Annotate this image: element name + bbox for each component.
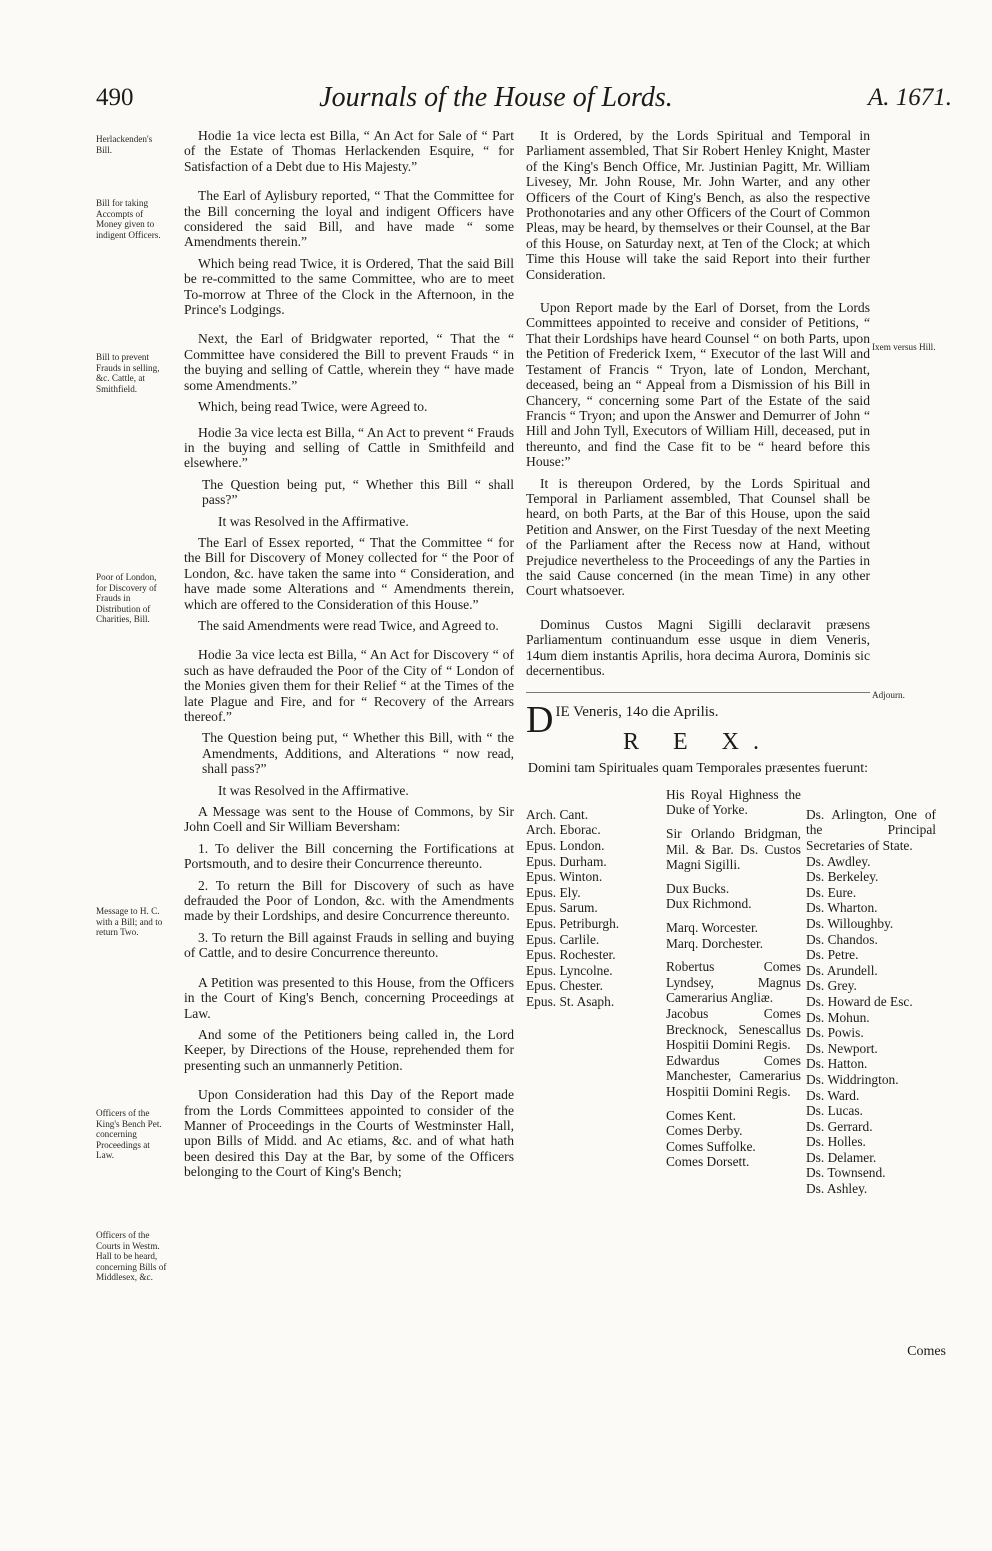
paragraph: The said Amendments were read Twice, and Agreed to. — [198, 617, 499, 633]
page-year: A. 1671. — [867, 84, 952, 111]
day-heading-text: IE Veneris, 14o die Aprilis. — [555, 704, 719, 721]
paragraph: The Earl of Aylisbury reported, “ That the Committee for the Bill concerning the loyal and indigent Officers have considered the said Bill, and have made “ some Amendments therein.” — [184, 188, 514, 250]
paragraph: Next, the Earl of Bridgwater reported, “ That the “ Committee have considered the Bill to prevent Frauds “ in the buying and selling of Cattle, wherein they “ have made some Amendments.” — [184, 331, 514, 393]
attendee: Comes Kent. — [666, 1107, 736, 1123]
attendee: Ds. Chandos. — [806, 931, 878, 947]
margin-note: Officers of the Courts in Westm. Hall to be heard, concerning Bills of Middlesex, &c. — [96, 1230, 167, 1283]
attendee: Epus. Carlile. — [526, 931, 600, 947]
attendee: Ds. Berkeley. — [806, 869, 879, 885]
margin-note: Bill to prevent Frauds in selling, &c. Cattle, at Smithfield. — [96, 352, 160, 394]
paragraph: It is thereupon Ordered, by the Lords Spiritual and Temporal in Parliament assembled, That Counsel shall be heard, on both Parts, at the Bar of this House, upon the said Petition and Answer, on the First Tuesday of the next Meeting of the Parliament after the Recess now at Hand, without Prejudice nevertheless to the Proceedings of any the Parties in the said Cause concerned (in the mean Time) in any other Court whatsoever. — [526, 475, 870, 599]
attendee: Edwardus Comes Manchester, Camerarius Hospitii Domini Regis. — [666, 1052, 801, 1099]
paragraph: Hodie 3a vice lecta est Billa, “ An Act for Discovery “ of such as have defrauded the Poor of the City of “ London of the Monies given them for their Relief “ at the Times of the late Plague and Fire, and for “ Recovery of the Arrears thereof.” — [184, 647, 514, 724]
day-heading — [526, 699, 870, 742]
attendee: Epus. Chester. — [526, 978, 603, 994]
attendee: Ds. Hatton. — [806, 1056, 868, 1072]
attendee: Ds. Howard de Esc. — [806, 993, 913, 1009]
paragraph: Hodie 3a vice lecta est Billa, “ An Act to prevent “ Frauds in the buying and selling of Cattle in Smithfeild and elsewhere.” — [184, 424, 514, 471]
paragraph: 1. To deliver the Bill concerning the Fortifications at Portsmouth, and to desire their Concurrence thereunto. — [184, 840, 514, 872]
attendee: Ds. Newport. — [806, 1040, 878, 1056]
attendee: Ds. Grey. — [806, 978, 857, 994]
attendee: Ds. Holles. — [806, 1134, 866, 1150]
paragraph: Hodie 1a vice lecta est Billa, “ An Act for Sale of “ Part of the Estate of Thomas Herlackenden Esquire, “ for Satisfaction of a Debt due to His Majesty.” — [184, 128, 514, 174]
left-column — [184, 128, 514, 1186]
attendee: Marq. Worcester. — [666, 919, 759, 935]
attendee: Dux Richmond. — [666, 896, 752, 912]
attendance-column-barons — [806, 807, 936, 1197]
attendee: Ds. Townsend. — [806, 1165, 886, 1181]
attendee: Epus. Sarum. — [526, 900, 598, 916]
rex-heading: R E X. — [623, 729, 773, 756]
attendee: Ds. Powis. — [806, 1025, 864, 1041]
margin-note: Ixem versus Hill. — [872, 342, 936, 352]
attendance-list — [526, 786, 936, 1197]
section-divider — [526, 692, 870, 693]
attendee: Ds. Willoughby. — [806, 915, 894, 931]
attendee: Ds. Awdley. — [806, 853, 871, 869]
attendee: Ds. Wharton. — [806, 900, 878, 916]
attendee: Robertus Comes Lyndsey, Magnus Camerarius Angliæ. — [666, 959, 801, 1006]
attendee: Ds. Mohun. — [806, 1009, 870, 1025]
paragraph: A Petition was presented to this House, from the Officers in the Court of King's Bench, concerning Proceedings at Law. — [184, 974, 514, 1021]
paragraph: Which, being read Twice, were Agreed to. — [198, 399, 428, 415]
attendee: Ds. Gerrard. — [806, 1118, 873, 1134]
attendee: Ds. Eure. — [806, 884, 857, 900]
attendee: Epus. Ely. — [526, 884, 581, 900]
attendee: Comes Derby. — [666, 1123, 743, 1139]
resolution-text: It was Resolved in the Affirmative. — [218, 782, 409, 798]
attendee: Comes Suffolke. — [666, 1138, 756, 1154]
attendee: Comes Dorsett. — [666, 1154, 750, 1170]
attendee: Epus. St. Asaph. — [526, 993, 615, 1009]
attendee: Epus. Petriburgh. — [526, 915, 620, 931]
paragraph: Which being read Twice, it is Ordered, That the said Bill be re-committed to the same Committee, who are to meet To-morrow at Three of the Clock in the Afternoon, in the Prince's Lodgings. — [184, 255, 514, 318]
margin-note: Adjourn. — [872, 690, 905, 700]
margin-note: Officers of the King's Bench Pet. concerning Proceedings at Law. — [96, 1108, 162, 1161]
attendee: Ds. Ashley. — [806, 1181, 868, 1197]
attendee: Ds. Petre. — [806, 947, 859, 963]
paragraph: 3. To return the Bill against Frauds in selling and buying of Cattle, and to desire Concurrence thereunto. — [184, 929, 514, 961]
question-text: The Question being put, “ Whether this Bill “ shall pass?” — [202, 476, 514, 508]
attendee: Sir Orlando Bridgman, Mil. & Bar. Ds. Custos Magni Sigilli. — [666, 826, 801, 873]
attendee: Arch. Cant. — [526, 806, 589, 822]
attendee: Epus. Rochester. — [526, 947, 616, 963]
attendance-column-temporal — [666, 787, 801, 1170]
attendee: Ds. Widdrington. — [806, 1071, 899, 1087]
attendance-column-spiritual — [526, 807, 628, 1010]
paragraph: And some of the Petitioners being called in, the Lord Keeper, by Directions of the House, reprehended them for presenting such an unmannerly Petition. — [184, 1026, 514, 1073]
margin-note: Bill for taking Accompts of Money given to indigent Officers. — [96, 198, 161, 240]
attendee: Ds. Arlington, One of the Principal Secretaries of State. — [806, 806, 936, 853]
attendee: Epus. London. — [526, 838, 605, 853]
paragraph: Upon Consideration had this Day of the Report made from the Lords Committees appointed to consider of the Manner of Proceedings in the Courts of Westminster Hall, upon Bills of Midd. and Ac etiams, &c. and of what hath been desired this Day at the Bar, by some of the Officers belonging to the Court of King's Bench; — [184, 1087, 514, 1180]
attendee: Epus. Winton. — [526, 869, 603, 885]
attendee: Epus. Lyncolne. — [526, 962, 613, 978]
attendee: Ds. Ward. — [806, 1087, 860, 1103]
paragraph: Upon Report made by the Earl of Dorset, from the Lords Committees appointed to receive and consider of Petitions, “ That their Lordships have heard Counsel “ on both Parts, upon the Petition of Frederick Ixem, “ Executor of the last Will and Testament of Francis “ Tryon, late of London, Merchant, deceased, being an “ Appeal from a Dismission of his Bill in Chancery, “ concerning some Part of the Estate of the said Francis “ Tryon; and upon the Answer and Demurrer of John “ Hill and John Tyll, Executors of William Hill, deceased, put in thereunto, and find the Case fit to be “ heard before this House:” — [526, 300, 870, 470]
attendee: Jacobus Comes Brecknock, Senescallus Hospitii Domini Regis. — [666, 1005, 801, 1053]
page-number: 490 — [96, 84, 134, 111]
attendee: Dux Bucks. — [666, 880, 730, 896]
attendee: Ds. Arundell. — [806, 962, 878, 978]
margin-note: Message to H. C. with a Bill; and to return Two. — [96, 906, 163, 938]
margin-note: Poor of London, for Discovery of Frauds in Distribution of Charities, Bill. — [96, 572, 157, 625]
paragraph: Dominus Custos Magni Sigilli declaravit præsens Parliamentum continuandum esse usque in diem Veneris, 14um diem instantis Aprilis, hora decima Aurora, Dominis sic decernentibus. — [526, 616, 870, 678]
attendee: Arch. Eborac. — [526, 822, 601, 838]
paragraph: A Message was sent to the House of Commons, by Sir John Coell and Sir William Beversham: — [184, 804, 514, 835]
drop-cap: D — [526, 699, 554, 742]
attendee: Ds. Delamer. — [806, 1149, 877, 1165]
attendee: His Royal Highness the Duke of Yorke. — [666, 786, 801, 818]
attendee: Ds. Lucas. — [806, 1103, 863, 1119]
margin-note: Herlackenden's Bill. — [96, 134, 153, 155]
paragraph: The Earl of Essex reported, “ That the Committee “ for the Bill for Discovery of Money collected for “ the Poor of London, &c. have taken the same into “ Consideration, and have made some Alterations and “ Amendments therein, which are offered to the Consideration of this House.” — [184, 534, 514, 612]
attendance-intro: Domini tam Spirituales quam Temporales præsentes fuerunt: — [527, 760, 869, 776]
attendee: Epus. Durham. — [526, 853, 607, 869]
catchword: Comes — [907, 1344, 946, 1359]
paragraph: It is Ordered, by the Lords Spiritual and Temporal in Parliament assembled, That Sir Robert Henley Knight, Master of the King's Bench Office, Mr. Justinian Pagitt, Mr. William Livesey, Mr. John Rouse, Mr. John Warter, and any other Officers of the Court of King's Bench, as also the respective Prothonotaries and any other Officers of the Court of Common Pleas, may be heard, by themselves or their Counsel, at the Bar of this House, on Saturday next, at Ten of the Clock; at which Time this House will take the said Report into their further Consideration. — [526, 128, 870, 282]
attendee: Marq. Dorchester. — [666, 935, 764, 951]
page-title: Journals of the House of Lords. — [319, 82, 673, 113]
question-text: The Question being put, “ Whether this Bill, with “ the Amendments, Additions, and Alterations “ now read, shall pass?” — [202, 730, 514, 777]
resolution-text: It was Resolved in the Affirmative. — [218, 513, 409, 529]
paragraph: 2. To return the Bill for Discovery of such as have defrauded the Poor of London, &c. with the Amendments made by their Lordships, and desire Concurrence thereunto. — [184, 877, 514, 924]
page-header — [0, 84, 992, 124]
